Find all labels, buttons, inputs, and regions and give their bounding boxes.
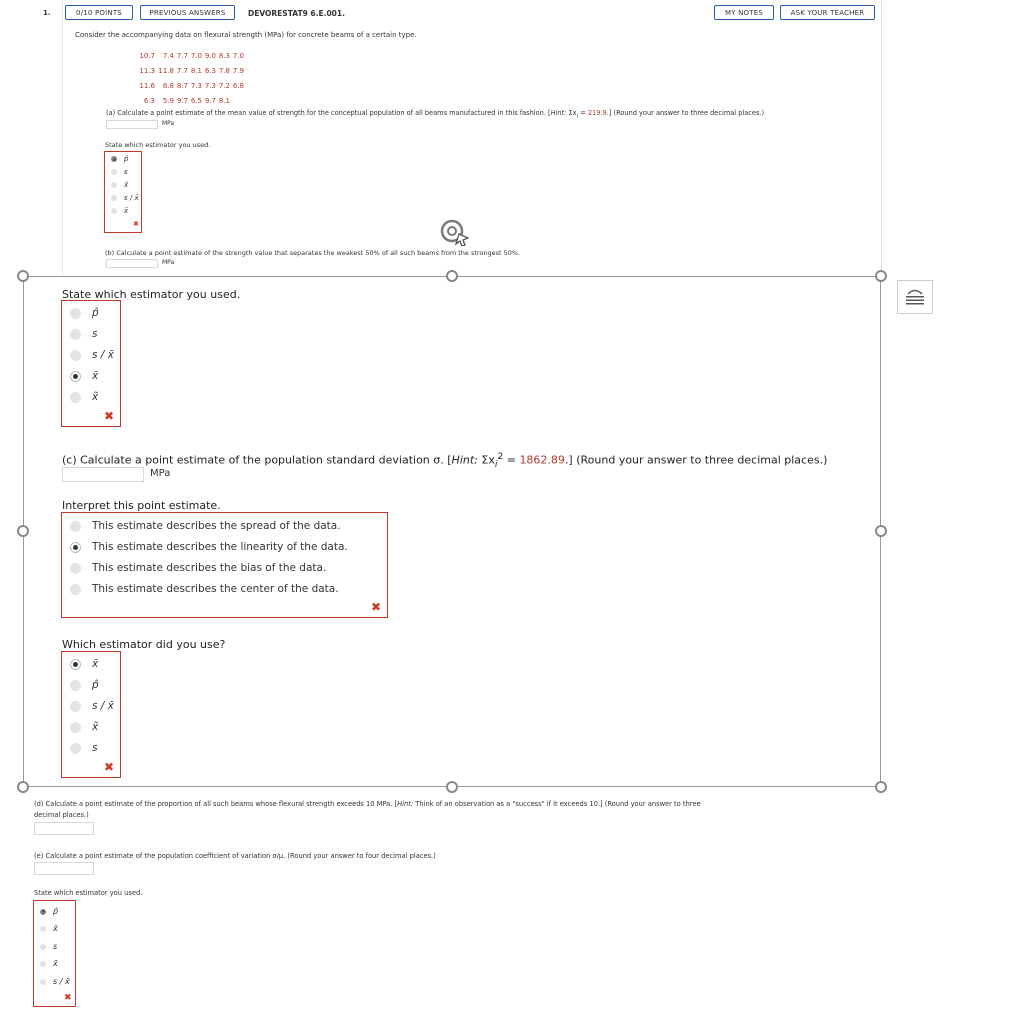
ask-teacher-button[interactable]: ASK YOUR TEACHER [780,5,875,20]
radio[interactable] [70,584,81,595]
radio-selected[interactable] [111,156,117,162]
part-c-interpret-group [61,512,388,618]
question-panel [62,0,882,276]
option-x-bar[interactable]: x̄ [70,658,98,670]
radio[interactable] [40,961,46,967]
option-x-tilde[interactable]: x̃ [70,721,98,733]
radio[interactable] [70,329,81,340]
question-id: DEVORESTAT9 6.E.001. [248,9,345,18]
radio[interactable] [70,701,81,712]
part-b-estimator-label: State which estimator you used. [62,288,241,301]
part-a-estimator-group [104,151,142,233]
option-s-over-x-bar[interactable]: s / x̄ [70,349,114,361]
option-s[interactable]: s [111,168,128,176]
wrong-icon: ✖ [104,409,115,423]
option-x-bar[interactable]: x̄ [111,207,128,215]
option-x-tilde[interactable]: x̃ [70,391,98,403]
radio-selected[interactable] [70,371,81,382]
option-x-tilde[interactable]: x̃ [111,181,128,189]
points-badge[interactable]: 0/10 POINTS [65,5,133,20]
part-b-estimator-group [61,300,121,427]
part-c-estimator-group [61,651,121,778]
radio[interactable] [70,722,81,733]
interpret-option-linearity[interactable]: This estimate describes the linearity of the data. [70,541,348,553]
wrong-icon: ✖ [133,220,139,228]
part-d-prompt-line2: decimal places.) [34,811,89,819]
resize-handle[interactable] [875,270,887,282]
part-c-which-label: Which estimator did you use? [62,638,226,651]
resize-handle[interactable] [446,781,458,793]
option-x-tilde[interactable]: x̃ [40,959,58,968]
intro-text: Consider the accompanying data on flexural strength (MPa) for concrete beams of a certain type. [75,31,417,39]
reader-icon[interactable] [897,280,933,314]
previous-answers-button[interactable]: PREVIOUS ANSWERS [140,5,235,20]
option-p-hat[interactable]: p̂ [70,679,99,691]
interpret-option-spread[interactable]: This estimate describes the spread of the data. [70,520,341,532]
resize-handle[interactable] [17,525,29,537]
radio[interactable] [70,743,81,754]
radio[interactable] [70,521,81,532]
option-s[interactable]: s [70,742,97,754]
resize-handle[interactable] [875,525,887,537]
part-a-unit: MPa [162,120,175,127]
option-s-over-x-bar[interactable]: s / x̄ [70,700,114,712]
radio[interactable] [40,926,46,932]
question-number: 1. [43,9,51,17]
interpret-option-center[interactable]: This estimate describes the center of the data. [70,583,339,595]
option-p-hat[interactable]: p̂ [70,307,99,319]
option-x-bar[interactable]: x̄ [40,924,58,933]
resize-handle[interactable] [875,781,887,793]
data-row: 11.3 11.8 7.7 8.1 6.3 7.8 7.9 [139,67,244,75]
radio-selected[interactable] [70,659,81,670]
part-e-answer-input[interactable] [34,862,94,875]
radio[interactable] [70,392,81,403]
part-b-unit: MPa [162,259,175,266]
radio-selected[interactable] [40,909,46,915]
part-c-prompt: (c) Calculate a point estimate of the population standard deviation σ. [Hint: $\Sigma x_i^2 = 1862.89$.] (Round your answer to three decimal places.) [62,451,828,470]
option-s-over-x-bar[interactable]: s / x̄ [40,977,70,986]
option-s[interactable]: s [40,942,57,951]
part-e-estimator-group [33,900,76,1007]
radio[interactable] [111,169,117,175]
radio[interactable] [111,195,117,201]
data-table [135,49,244,109]
wrong-icon: ✖ [64,993,72,1003]
part-c-unit: MPa [150,468,171,479]
part-c-answer-input[interactable] [62,467,144,482]
part-b-answer-input[interactable] [106,259,158,268]
wrong-icon: ✖ [104,760,115,774]
radio[interactable] [70,350,81,361]
resize-handle[interactable] [17,270,29,282]
part-a-answer-input[interactable] [106,120,158,129]
option-x-bar[interactable]: x̄ [70,370,98,382]
data-row: 10.7 7.4 7.7 7.0 9.0 8.3 7.0 [139,52,244,60]
option-p-hat[interactable]: p̂ [40,907,58,916]
radio-selected[interactable] [70,542,81,553]
part-d-prompt: (d) Calculate a point estimate of the proportion of all such beams whose flexural strength exceeds 10 MPa. [Hint: Think of an observation as a "success" if it exceeds 10.] (Round your answer to three [34,800,701,808]
interpret-option-bias[interactable]: This estimate describes the bias of the data. [70,562,326,574]
part-b-prompt: (b) Calculate a point estimate of the strength value that separates the weakest 50% of all such beams from the strongest 50%. [105,249,521,257]
option-s-over-x-bar[interactable]: s / x̄ [111,194,139,202]
refresh-cursor-icon [437,216,471,250]
data-row: 6.3 5.9 9.7 6.5 9.7 8.1 [143,97,230,105]
part-c-interpret-label: Interpret this point estimate. [62,499,221,512]
part-a-prompt: (a) Calculate a point estimate of the mean value of strength for the conceptual population of all beams manufactured in this fashion. [Hint: $\Sigma x_i = 219.9$.] (Round your answer to three decimal places.) [106,109,765,120]
part-d-answer-input[interactable] [34,822,94,835]
data-row: 11.6 6.8 8.7 7.3 7.3 7.2 6.8 [139,82,244,90]
radio[interactable] [40,979,46,985]
my-notes-button[interactable]: MY NOTES [714,5,774,20]
resize-handle[interactable] [446,270,458,282]
radio[interactable] [70,680,81,691]
radio[interactable] [111,182,117,188]
resize-handle[interactable] [17,781,29,793]
radio[interactable] [40,944,46,950]
part-e-estimator-label: State which estimator you used. [34,889,143,897]
radio[interactable] [70,563,81,574]
part-a-estimator-label: State which estimator you used. [105,141,211,149]
radio[interactable] [111,208,117,214]
wrong-icon: ✖ [371,600,382,614]
radio[interactable] [70,308,81,319]
part-e-prompt: (e) Calculate a point estimate of the population coefficient of variation σ/μ. (Round your answer to four decimal places.) [34,852,436,860]
option-p-hat[interactable]: p̂ [111,155,128,163]
option-s[interactable]: s [70,328,97,340]
